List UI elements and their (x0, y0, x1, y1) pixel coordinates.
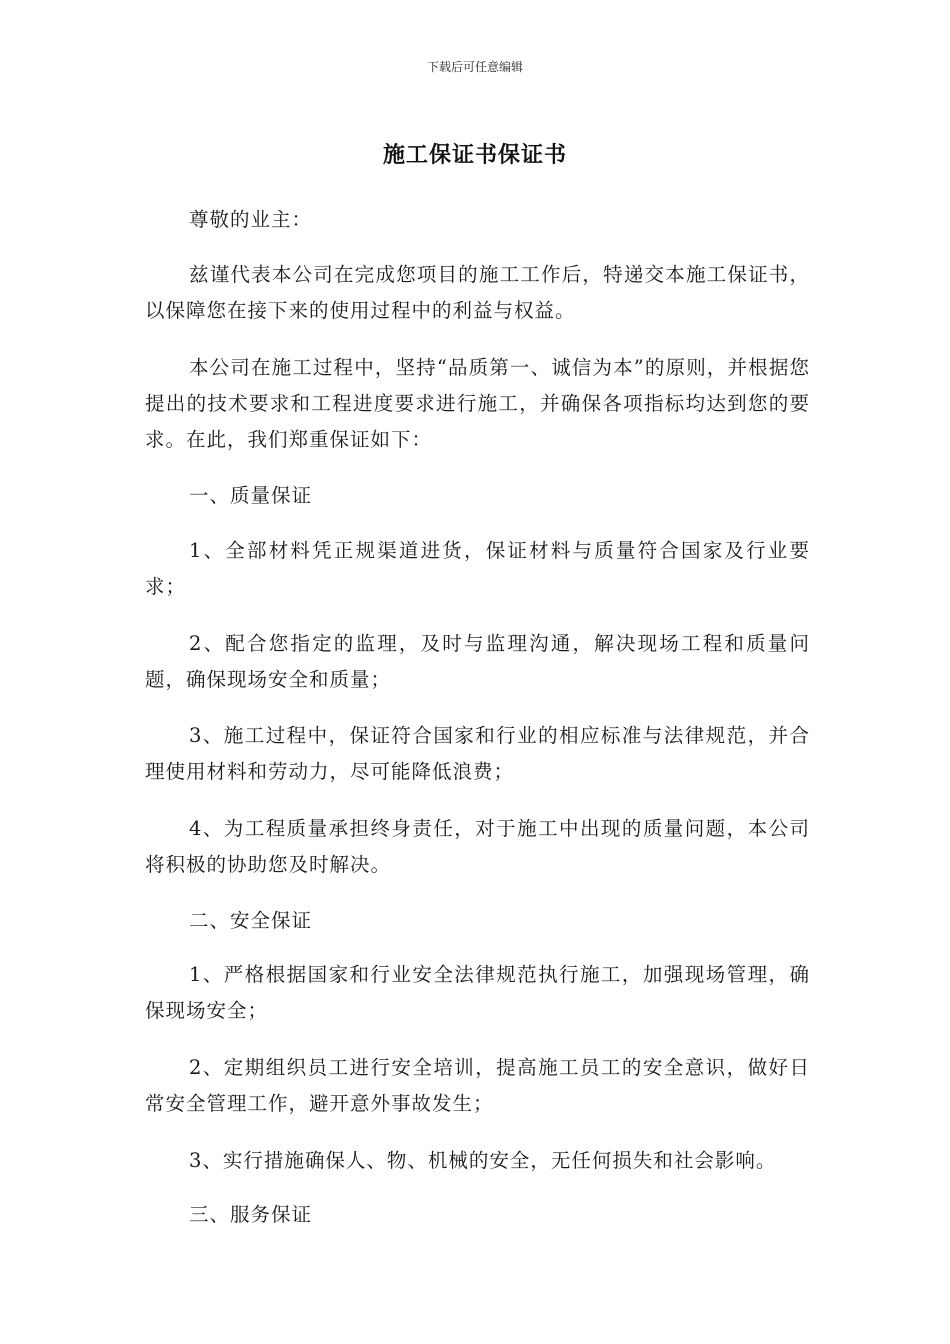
document-title: 施工保证书保证书 (382, 143, 567, 168)
section-heading-quality: 一、质量保证 (189, 484, 313, 507)
section-heading-safety: 二、安全保证 (189, 909, 313, 932)
quality-item-2: 2、配合您指定的监理，及时与监理沟通，解决现场工程和质量问题，确保现场安全和质量； (145, 632, 810, 691)
principle-paragraph: 本公司在施工过程中，坚持“品质第一、诚信为本”的原则，并根据您提出的技术要求和工程进度要求进行施工，并确保各项指标均达到您的要求。在此，我们郑重保证如下： (145, 356, 810, 451)
safety-item-1: 1、严格根据国家和行业安全法律规范执行施工，加强现场管理，确保现场安全； (145, 963, 810, 1022)
greeting: 尊敬的业主： (189, 208, 313, 231)
quality-item-4: 4、为工程质量承担终身责任，对于施工中出现的质量问题，本公司将积极的协助您及时解决。 (145, 817, 810, 876)
header-note: 下载后可任意编辑 (426, 60, 523, 74)
intro-paragraph: 兹谨代表本公司在完成您项目的施工工作后，特递交本施工保证书，以保障您在接下来的使用过程中的利益与权益。 (145, 263, 810, 322)
safety-item-3: 3、实行措施确保人、物、机械的安全，无任何损失和社会影响。 (189, 1149, 777, 1172)
safety-item-2: 2、定期组织员工进行安全培训，提高施工员工的安全意识，做好日常安全管理工作，避开意外事故发生； (145, 1056, 810, 1115)
quality-item-1: 1、全部材料凭正规渠道进货，保证材料与质量符合国家及行业要求； (145, 539, 810, 598)
quality-item-3: 3、施工过程中，保证符合国家和行业的相应标准与法律规范，并合理使用材料和劳动力，尽可能降低浪费； (145, 724, 810, 783)
section-heading-service: 三、服务保证 (189, 1203, 313, 1226)
